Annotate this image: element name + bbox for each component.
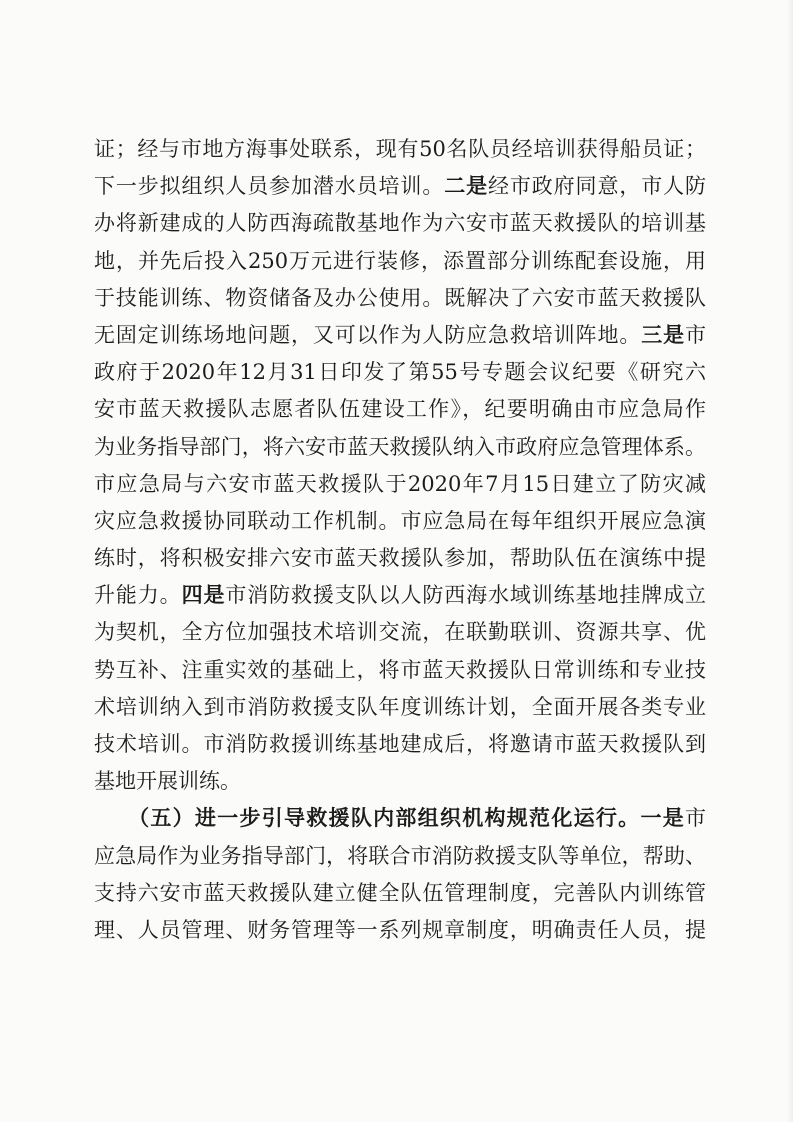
text-run: 升能力。 <box>94 583 182 608</box>
text-run: 练时，将积极安排六安市蓝天救援队参加，帮助队伍在演练中提 <box>94 546 706 571</box>
text-run: 地，并先后投入250万元进行装修，添置部分训练配套设施，用 <box>94 248 706 273</box>
text-run: 安市蓝天救援队志愿者队伍建设工作》，纪要明确由市应急局作 <box>94 397 706 422</box>
text-line <box>94 131 706 168</box>
text-line <box>94 614 706 651</box>
text-line <box>94 354 706 391</box>
text-run: 灾应急救援协同联动工作机制。市应急局在每年组织开展应急演 <box>94 508 706 533</box>
text-run: 理、人员管理、财务管理等一系列规章制度，明确责任人员，提 <box>94 917 706 942</box>
text-run: 市 <box>685 806 707 831</box>
text-line <box>94 577 706 614</box>
text-run: 应急局作为业务指导部门，将联合市消防救援支队等单位，帮助、 <box>94 843 706 868</box>
scan-edge-shadow <box>787 0 793 1122</box>
text-run: 办将新建成的人防西海疏散基地作为六安市蓝天救援队的培训基 <box>94 211 706 236</box>
text-line <box>94 652 706 689</box>
text-line <box>94 912 706 949</box>
text-line <box>94 726 706 763</box>
text-run: 无固定训练场地问题，又可以作为人防应急救培训阵地。 <box>94 322 642 347</box>
text-line <box>94 875 706 912</box>
text-line <box>94 429 706 466</box>
text-line <box>94 317 706 354</box>
text-run: 经市政府同意，市人防 <box>488 174 706 199</box>
text-line <box>94 466 706 503</box>
text-line <box>94 391 706 428</box>
text-line <box>94 168 706 205</box>
text-run: 势互补、注重实效的基础上，将市蓝天救援队日常训练和专业技 <box>94 657 706 682</box>
bold-run: （五）进一步引导救援队内部组织机构规范化运行。一是 <box>138 806 686 831</box>
text-run: 基地开展训练。 <box>94 769 241 794</box>
text-run: 证；经与市地方海事处联系，现有50名队员经培训获得船员证； <box>94 137 706 161</box>
text-run: 下一步拟组织人员参加潜水员培训。 <box>94 174 445 199</box>
text-run: 于技能训练、物资储备及办公使用。既解决了六安市蓝天救援队 <box>94 285 706 310</box>
text-run: 政府于2020年12月31日印发了第55号专题会议纪要《研究六 <box>94 360 706 385</box>
text-line <box>94 243 706 280</box>
text-line <box>94 503 706 540</box>
text-run: 技术培训。市消防救援训练基地建成后，将邀请市蓝天救援队到 <box>94 732 706 756</box>
text-line <box>94 280 706 317</box>
text-run: 市 <box>685 322 707 347</box>
text-run: 市应急局与六安市蓝天救援队于2020年7月15日建立了防灾减 <box>94 471 706 496</box>
text-run: 为契机，全方位加强技术培训交流，在联勤联训、资源共享、优 <box>94 620 706 645</box>
text-run: 支持六安市蓝天救援队建立健全队伍管理制度，完善队内训练管 <box>94 880 706 905</box>
text-run: 术培训纳入到市消防救援支队年度训练计划，全面开展各类专业 <box>94 694 706 719</box>
bold-run: 二是 <box>444 174 488 199</box>
text-run <box>94 806 139 830</box>
bold-run: 三是 <box>641 322 686 347</box>
text-line <box>94 838 706 875</box>
document-body <box>94 131 706 949</box>
text-line <box>94 205 706 242</box>
bold-run: 四是 <box>181 583 226 608</box>
text-line <box>94 763 706 800</box>
text-line <box>94 689 706 726</box>
text-run: 为业务指导部门，将六安市蓝天救援队纳入市政府应急管理体系。 <box>94 434 706 459</box>
text-run: 市消防救援支队以人防西海水域训练基地挂牌成立 <box>225 583 706 608</box>
text-line <box>94 800 706 837</box>
text-line <box>94 540 706 577</box>
